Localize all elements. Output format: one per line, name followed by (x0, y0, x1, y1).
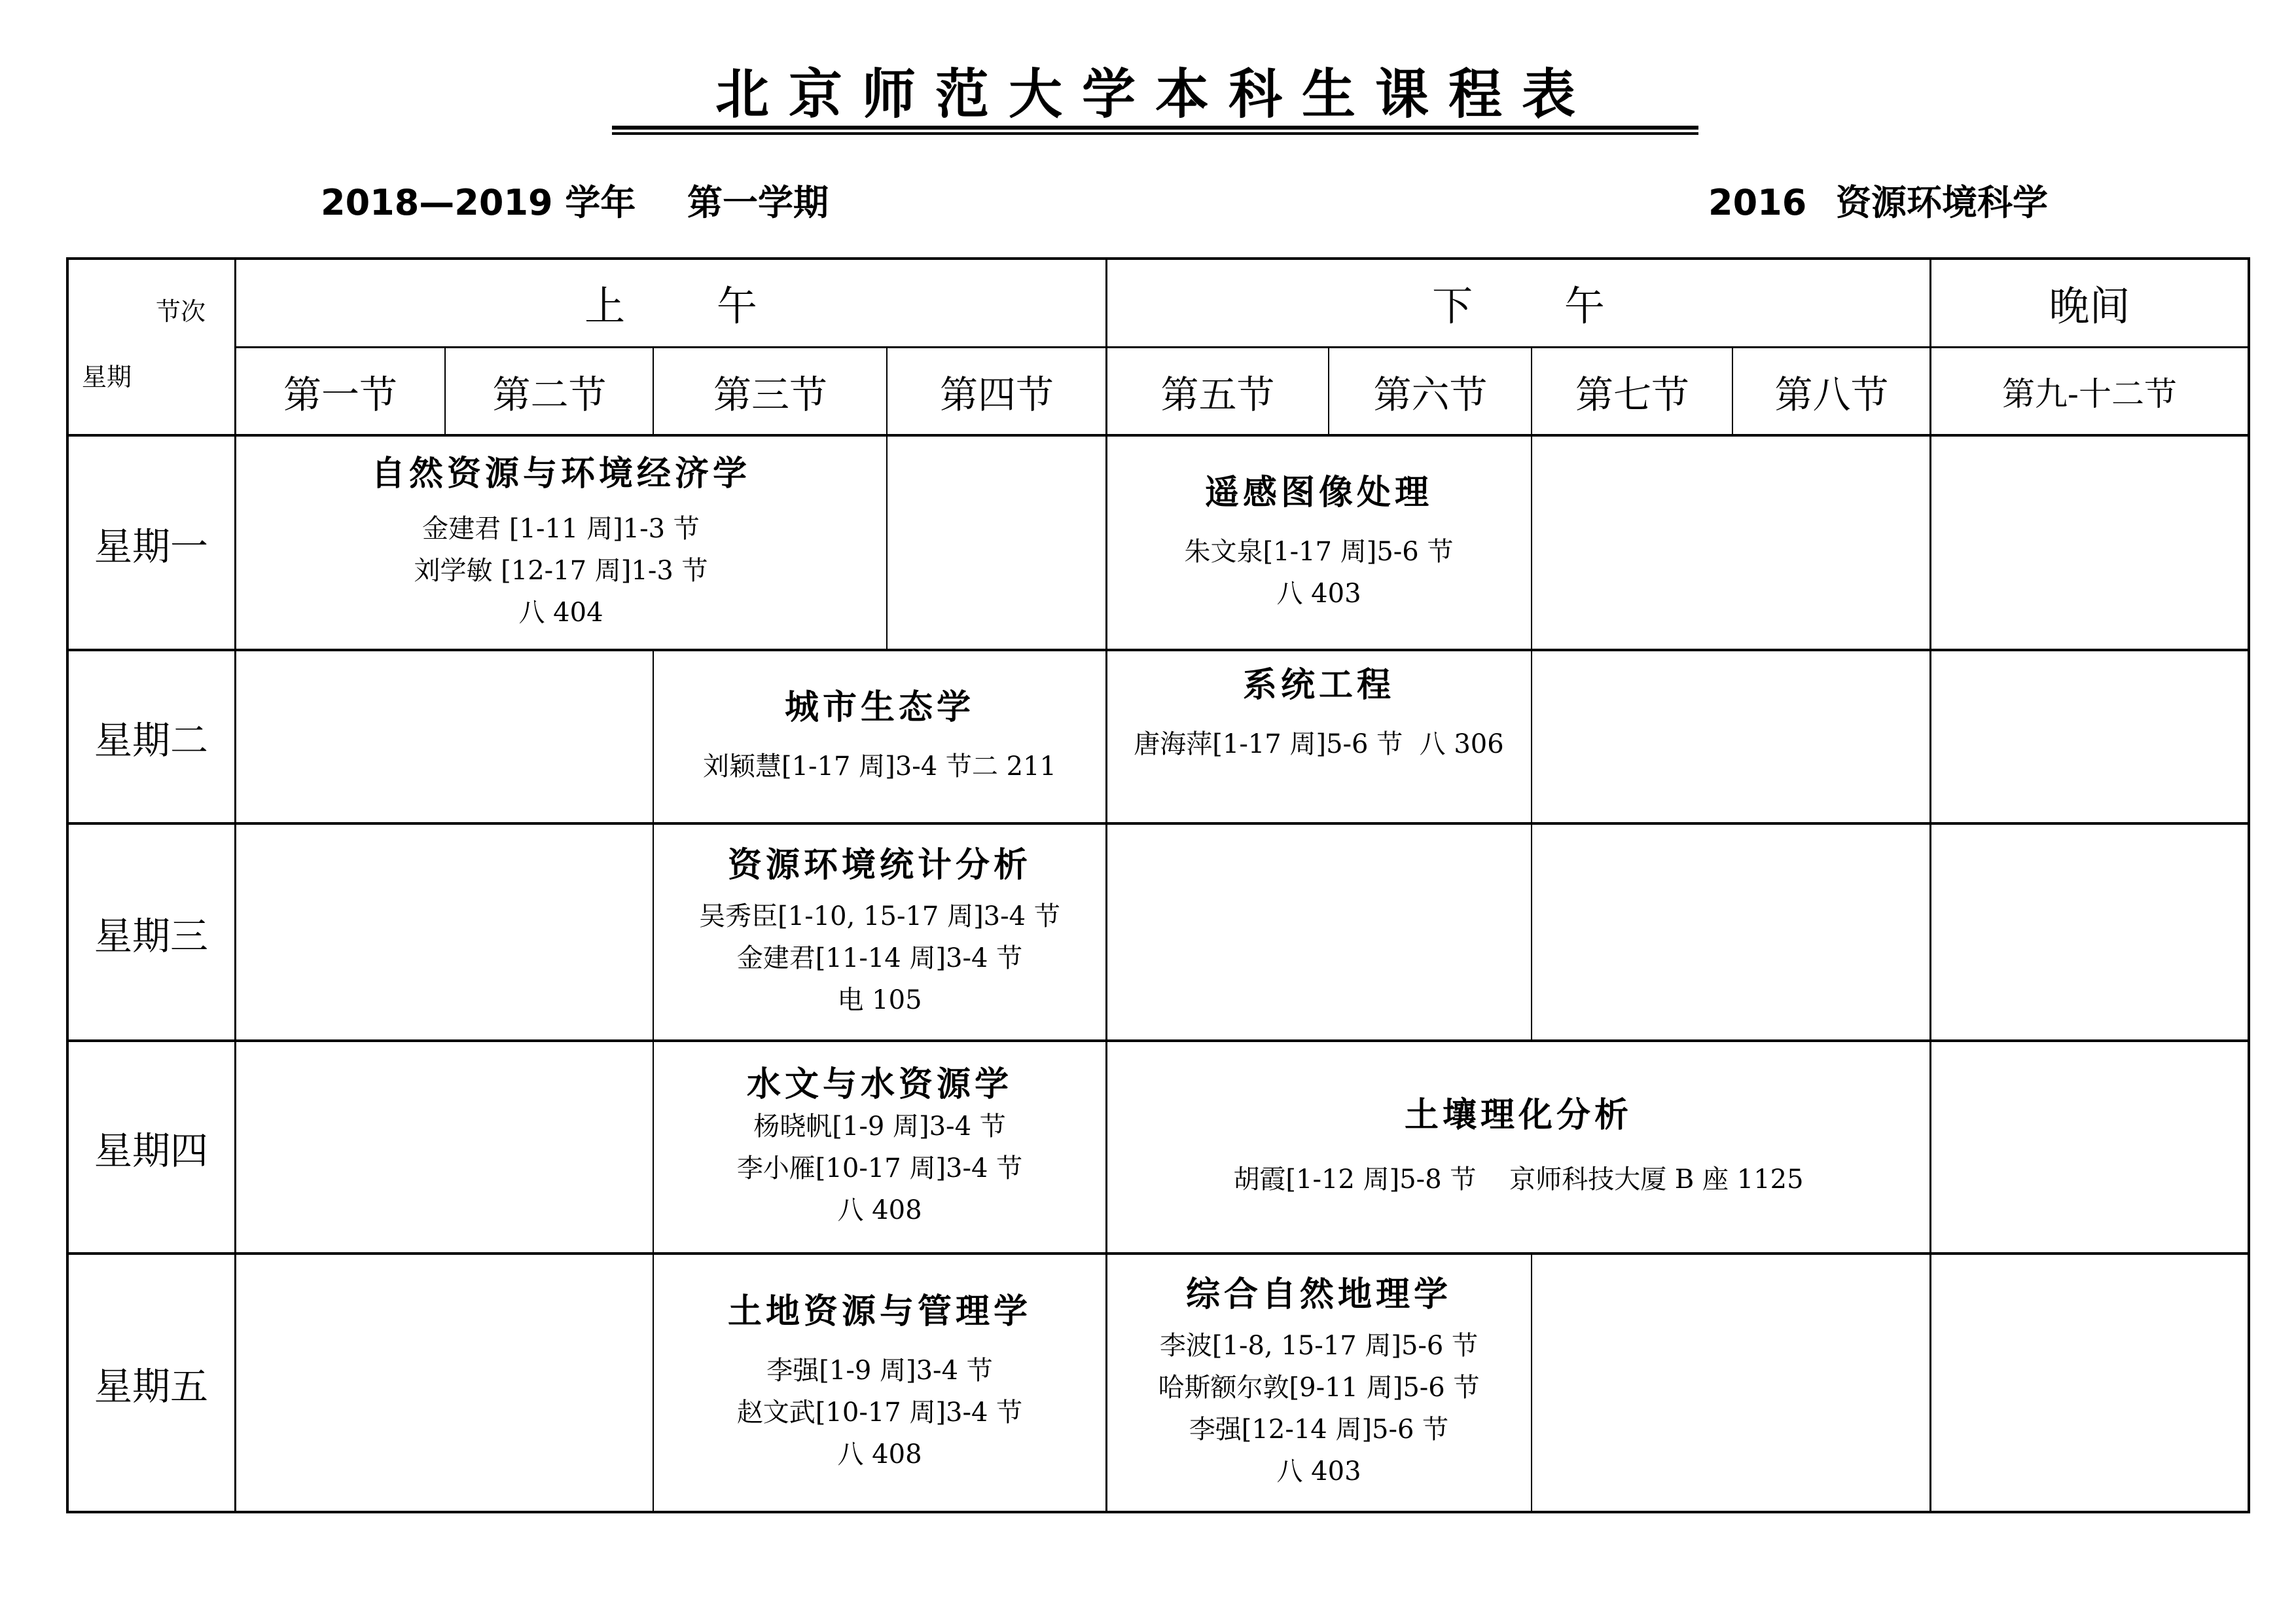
day-monday: 星期一 (94, 524, 208, 569)
course-cell (1107, 651, 1531, 823)
course-room: 八 408 (837, 1439, 922, 1470)
period-4: 第四节 (939, 372, 1054, 417)
course-name: 水文与水资源学 (746, 1065, 1013, 1104)
page-title: 北京师范大学本科生课程表 (715, 63, 1595, 126)
course-instructor: 李强[1-9 周]3-4 节 (766, 1356, 993, 1386)
course-instructor: 胡霞[1-12 周]5-8 节 京师科技大厦 B 座 1125 (1233, 1164, 1804, 1195)
course-instructor: 金建君 [1-11 周]1-3 节 (422, 513, 700, 544)
course-instructor: 李波[1-8, 15-17 周]5-6 节 (1159, 1331, 1479, 1361)
course-name: 城市生态学 (784, 688, 975, 727)
academic-year: 2018—2019 学年 (321, 182, 636, 223)
section-evening: 晚间 (2049, 282, 2130, 330)
period-8: 第八节 (1774, 372, 1889, 417)
course-name: 系统工程 (1242, 666, 1395, 705)
course-instructor: 杨晓帆[1-9 周]3-4 节 (753, 1111, 1006, 1142)
term: 第一学期 (687, 182, 829, 223)
course-name: 自然资源与环境经济学 (370, 454, 751, 494)
course-instructor: 哈斯额尔敦[9-11 周]5-6 节 (1158, 1373, 1480, 1403)
course-instructor: 赵文武[10-17 周]3-4 节 (736, 1398, 1023, 1428)
course-name: 资源环境统计分析 (727, 845, 1031, 885)
course-cell (1107, 1255, 1531, 1511)
grade: 2016 (1708, 182, 1807, 223)
period-1: 第一节 (283, 372, 397, 417)
course-name: 遥感图像处理 (1204, 473, 1433, 513)
day-friday: 星期五 (94, 1364, 208, 1409)
course-room: 八 404 (518, 597, 603, 628)
divider (1929, 257, 1931, 1513)
course-name: 综合自然地理学 (1185, 1275, 1452, 1314)
day-wednesday: 星期三 (94, 913, 208, 958)
course-name: 土壤理化分析 (1404, 1096, 1632, 1135)
period-2: 第二节 (492, 372, 607, 417)
divider (886, 435, 888, 650)
course-cell (654, 1255, 1105, 1511)
period-3: 第三节 (713, 372, 827, 417)
course-name: 土地资源与管理学 (727, 1292, 1031, 1331)
course-cell (654, 651, 1105, 823)
period-9-12: 第九-十二节 (2002, 374, 2177, 413)
course-instructor: 刘颖慧[1-17 周]3-4 节二 211 (703, 751, 1056, 782)
course-instructor: 唐海萍[1-17 周]5-6 节 八 306 (1134, 729, 1504, 759)
course-cell (236, 437, 886, 649)
table-border-right (2248, 257, 2250, 1513)
course-instructor: 吴秀臣[1-10, 15-17 周]3-4 节 (699, 901, 1060, 931)
title-underline (612, 126, 1698, 130)
course-room: 八 403 (1276, 578, 1361, 609)
course-cell (1107, 437, 1531, 649)
course-room: 八 408 (837, 1195, 922, 1225)
course-room: 八 403 (1276, 1456, 1361, 1487)
corner-day-label: 星期 (82, 363, 132, 391)
course-cell (654, 825, 1105, 1040)
day-tuesday: 星期二 (94, 718, 208, 763)
course-instructor: 金建君[11-14 周]3-4 节 (736, 943, 1023, 973)
course-cell (654, 1042, 1105, 1253)
course-room: 电 105 (837, 984, 922, 1015)
divider (1531, 435, 1532, 1041)
course-instructor: 朱文泉[1-17 周]5-6 节 (1184, 536, 1454, 567)
major: 资源环境科学 (1836, 182, 2048, 223)
section-morning: 上 午 (584, 282, 797, 330)
title-underline-secondary (612, 132, 1698, 135)
course-instructor: 李强[12-14 周]5-6 节 (1189, 1415, 1449, 1445)
period-5: 第五节 (1160, 372, 1275, 417)
course-cell (1107, 1042, 1930, 1253)
day-thursday: 星期四 (94, 1128, 208, 1173)
period-6: 第六节 (1373, 372, 1488, 417)
course-instructor: 刘学敏 [12-17 周]1-3 节 (414, 555, 708, 586)
course-instructor: 李小雁[10-17 周]3-4 节 (736, 1153, 1023, 1183)
corner-period-label: 节次 (156, 297, 206, 326)
section-afternoon: 下 午 (1432, 282, 1644, 330)
divider (1531, 1254, 1532, 1512)
period-7: 第七节 (1575, 372, 1689, 417)
